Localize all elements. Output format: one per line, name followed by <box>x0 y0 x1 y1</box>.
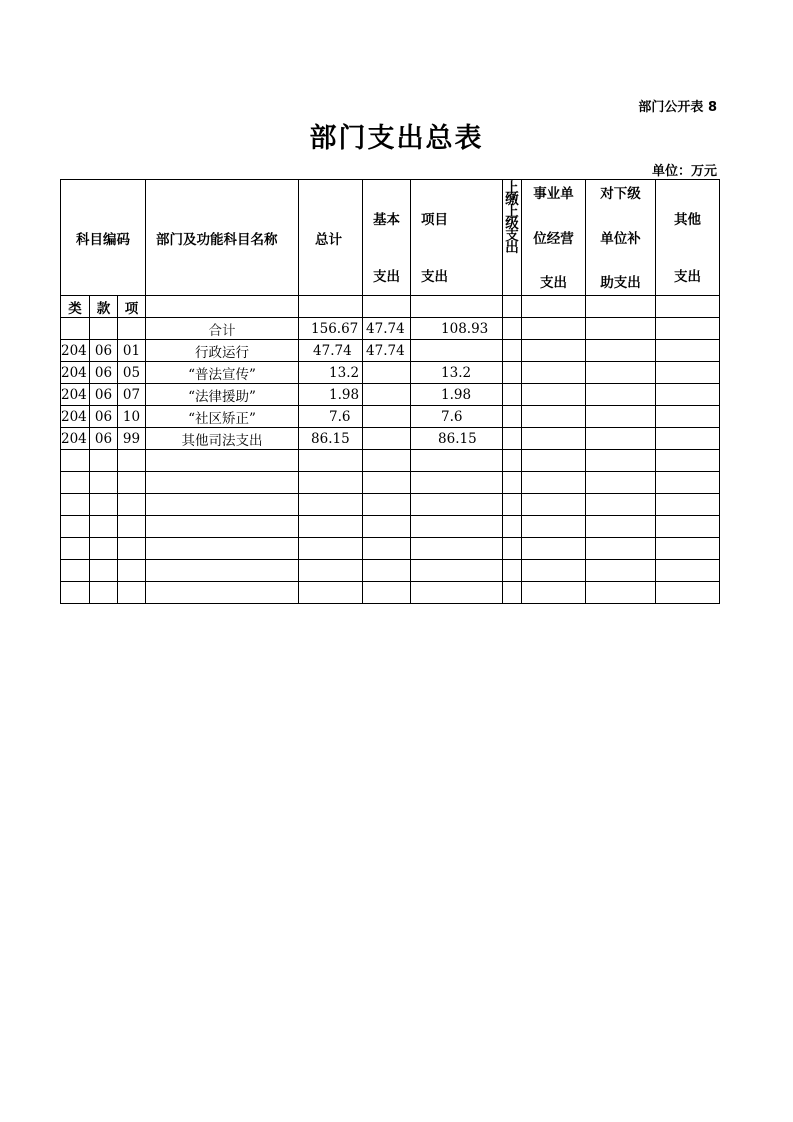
empty-cell <box>656 340 720 362</box>
empty-cell <box>503 494 522 516</box>
empty-cell <box>411 560 503 582</box>
empty-cell <box>503 340 522 362</box>
empty-cell <box>61 582 90 604</box>
empty-row <box>61 516 720 538</box>
cell-project <box>411 340 503 362</box>
header-basic <box>363 180 411 296</box>
header-upper-char: 缴 <box>505 192 519 208</box>
empty-cell <box>363 472 411 494</box>
empty-cell <box>90 538 118 560</box>
header-code: 科目编码 <box>61 180 146 296</box>
table-row <box>61 406 720 428</box>
empty-cell <box>522 538 586 560</box>
empty-cell <box>299 560 363 582</box>
header-subsidy-line2: 单位补 <box>600 230 641 247</box>
cell-xiang: 07 <box>118 384 146 406</box>
cell-lei: 204 <box>61 406 90 428</box>
header-business-line3: 支出 <box>540 275 568 291</box>
cell-kuan <box>90 318 118 340</box>
empty-cell <box>522 384 586 406</box>
empty-cell <box>411 472 503 494</box>
empty-cell <box>503 472 522 494</box>
empty-cell <box>503 538 522 560</box>
header-upper-char: 上 <box>505 204 519 220</box>
empty-cell <box>586 582 656 604</box>
empty-cell <box>586 472 656 494</box>
subheader-lei: 类 <box>61 296 90 318</box>
header-project <box>411 180 503 296</box>
header-subsidy-line1: 对下级 <box>600 186 641 202</box>
cell-basic <box>363 384 411 406</box>
cell-total: 7.6 <box>299 406 363 428</box>
header-row <box>61 180 720 296</box>
empty-cell <box>586 450 656 472</box>
empty-cell <box>503 450 522 472</box>
header-other <box>656 180 720 296</box>
cell-project: 86.15 <box>411 428 503 450</box>
empty-cell <box>586 560 656 582</box>
empty-cell <box>522 428 586 450</box>
header-subsidy <box>586 180 656 296</box>
cell-project: 13.2 <box>411 362 503 384</box>
table-row <box>61 428 720 450</box>
empty-cell <box>90 560 118 582</box>
empty-cell <box>146 472 299 494</box>
page-title: 部门支出总表 <box>309 123 484 154</box>
empty-row <box>61 538 720 560</box>
empty-cell <box>118 560 146 582</box>
header-name: 部门及功能科目名称 <box>146 180 299 296</box>
empty-cell <box>90 472 118 494</box>
empty-cell <box>299 538 363 560</box>
empty-cell <box>363 538 411 560</box>
empty-cell <box>586 362 656 384</box>
subheader-row <box>61 296 720 318</box>
header-total: 总计 <box>299 180 363 296</box>
empty-cell <box>299 494 363 516</box>
cell-name: 行政运行 <box>146 340 299 362</box>
empty-cell <box>656 560 720 582</box>
header-upper <box>503 180 522 296</box>
cell-total: 86.15 <box>299 428 363 450</box>
cell-xiang: 01 <box>118 340 146 362</box>
empty-cell <box>503 318 522 340</box>
cell-basic <box>363 406 411 428</box>
empty-cell <box>411 296 503 318</box>
empty-cell <box>656 450 720 472</box>
cell-lei: 204 <box>61 384 90 406</box>
empty-cell <box>411 582 503 604</box>
empty-cell <box>411 538 503 560</box>
empty-cell <box>586 538 656 560</box>
empty-cell <box>522 472 586 494</box>
empty-cell <box>61 538 90 560</box>
empty-cell <box>299 296 363 318</box>
empty-cell <box>146 516 299 538</box>
empty-cell <box>363 296 411 318</box>
empty-row <box>61 494 720 516</box>
empty-row <box>61 560 720 582</box>
empty-cell <box>586 340 656 362</box>
cell-name: “普法宣传” <box>146 362 299 384</box>
empty-cell <box>90 516 118 538</box>
empty-cell <box>146 582 299 604</box>
empty-cell <box>363 560 411 582</box>
empty-cell <box>522 296 586 318</box>
empty-cell <box>146 450 299 472</box>
empty-cell <box>61 472 90 494</box>
expenditure-table <box>60 179 720 604</box>
empty-cell <box>118 450 146 472</box>
subheader-xiang: 项 <box>118 296 146 318</box>
table-row <box>61 362 720 384</box>
empty-cell <box>411 516 503 538</box>
empty-cell <box>118 538 146 560</box>
empty-cell <box>299 472 363 494</box>
cell-name: 其他司法支出 <box>146 428 299 450</box>
empty-cell <box>656 318 720 340</box>
empty-cell <box>299 516 363 538</box>
cell-lei: 204 <box>61 362 90 384</box>
empty-cell <box>656 538 720 560</box>
cell-total: 13.2 <box>299 362 363 384</box>
empty-cell <box>656 472 720 494</box>
empty-cell <box>363 516 411 538</box>
empty-cell <box>118 494 146 516</box>
header-basic-line1: 基本 <box>373 212 401 228</box>
cell-kuan: 06 <box>90 384 118 406</box>
header-upper-char: 级 <box>505 216 519 232</box>
empty-cell <box>522 362 586 384</box>
empty-cell <box>503 428 522 450</box>
empty-cell <box>522 494 586 516</box>
empty-cell <box>503 516 522 538</box>
empty-cell <box>656 384 720 406</box>
table-row <box>61 340 720 362</box>
empty-cell <box>656 516 720 538</box>
empty-cell <box>118 472 146 494</box>
table-row-total <box>61 318 720 340</box>
empty-cell <box>61 560 90 582</box>
empty-cell <box>118 582 146 604</box>
empty-row <box>61 472 720 494</box>
empty-cell <box>656 362 720 384</box>
cell-basic: 47.74 <box>363 340 411 362</box>
empty-cell <box>503 582 522 604</box>
empty-cell <box>586 384 656 406</box>
empty-cell <box>656 582 720 604</box>
empty-cell <box>503 384 522 406</box>
empty-cell <box>61 450 90 472</box>
cell-project: 108.93 <box>411 318 503 340</box>
empty-cell <box>522 560 586 582</box>
cell-total: 156.67 <box>299 318 363 340</box>
empty-cell <box>90 450 118 472</box>
header-project-line2: 支出 <box>421 269 449 285</box>
cell-lei <box>61 318 90 340</box>
cell-basic: 47.74 <box>363 318 411 340</box>
empty-cell <box>146 296 299 318</box>
cell-kuan: 06 <box>90 340 118 362</box>
empty-cell <box>522 516 586 538</box>
cell-name: “法律援助” <box>146 384 299 406</box>
table-row <box>61 384 720 406</box>
cell-total: 47.74 <box>299 340 363 362</box>
header-upper-char: 出 <box>505 240 519 256</box>
cell-lei: 204 <box>61 340 90 362</box>
empty-cell <box>586 428 656 450</box>
empty-cell <box>299 582 363 604</box>
empty-cell <box>522 340 586 362</box>
cell-basic <box>363 362 411 384</box>
empty-cell <box>411 450 503 472</box>
header-upper-char: 上 <box>505 180 519 196</box>
cell-name: “社区矫正” <box>146 406 299 428</box>
cell-xiang: 99 <box>118 428 146 450</box>
empty-cell <box>90 494 118 516</box>
header-upper-char: 支 <box>505 228 519 244</box>
empty-cell <box>586 516 656 538</box>
cell-basic <box>363 428 411 450</box>
empty-cell <box>522 582 586 604</box>
cell-xiang: 05 <box>118 362 146 384</box>
empty-cell <box>146 494 299 516</box>
empty-cell <box>586 318 656 340</box>
header-other-line1: 其他 <box>674 212 702 228</box>
empty-cell <box>503 362 522 384</box>
empty-cell <box>586 406 656 428</box>
cell-xiang <box>118 318 146 340</box>
empty-cell <box>522 450 586 472</box>
empty-cell <box>503 560 522 582</box>
empty-cell <box>61 516 90 538</box>
header-other-line2: 支出 <box>674 269 702 285</box>
header-project-line1: 项目 <box>421 212 449 228</box>
empty-cell <box>61 494 90 516</box>
empty-cell <box>656 406 720 428</box>
empty-cell <box>656 494 720 516</box>
empty-cell <box>363 450 411 472</box>
empty-cell <box>363 494 411 516</box>
subheader-kuan: 款 <box>90 296 118 318</box>
unit-label: 单位：万元 <box>651 164 717 179</box>
empty-cell <box>656 296 720 318</box>
empty-cell <box>503 406 522 428</box>
empty-cell <box>656 428 720 450</box>
empty-cell <box>586 296 656 318</box>
header-business <box>522 180 586 296</box>
cell-kuan: 06 <box>90 428 118 450</box>
header-business-line2: 位经营 <box>533 230 574 247</box>
empty-cell <box>90 582 118 604</box>
empty-cell <box>503 296 522 318</box>
empty-cell <box>522 318 586 340</box>
header-subsidy-line3: 助支出 <box>600 275 641 291</box>
form-number: 部门公开表 8 <box>638 100 717 115</box>
cell-kuan: 06 <box>90 362 118 384</box>
cell-lei: 204 <box>61 428 90 450</box>
empty-cell <box>299 450 363 472</box>
cell-name: 合计 <box>146 318 299 340</box>
header-business-line1: 事业单 <box>533 186 574 202</box>
empty-row <box>61 582 720 604</box>
cell-xiang: 10 <box>118 406 146 428</box>
empty-cell <box>363 582 411 604</box>
cell-kuan: 06 <box>90 406 118 428</box>
empty-row <box>61 450 720 472</box>
cell-project: 1.98 <box>411 384 503 406</box>
empty-cell <box>586 494 656 516</box>
empty-cell <box>146 538 299 560</box>
empty-cell <box>118 516 146 538</box>
cell-total: 1.98 <box>299 384 363 406</box>
empty-cell <box>411 494 503 516</box>
header-basic-line2: 支出 <box>373 269 401 285</box>
cell-project: 7.6 <box>411 406 503 428</box>
empty-cell <box>522 406 586 428</box>
empty-cell <box>146 560 299 582</box>
